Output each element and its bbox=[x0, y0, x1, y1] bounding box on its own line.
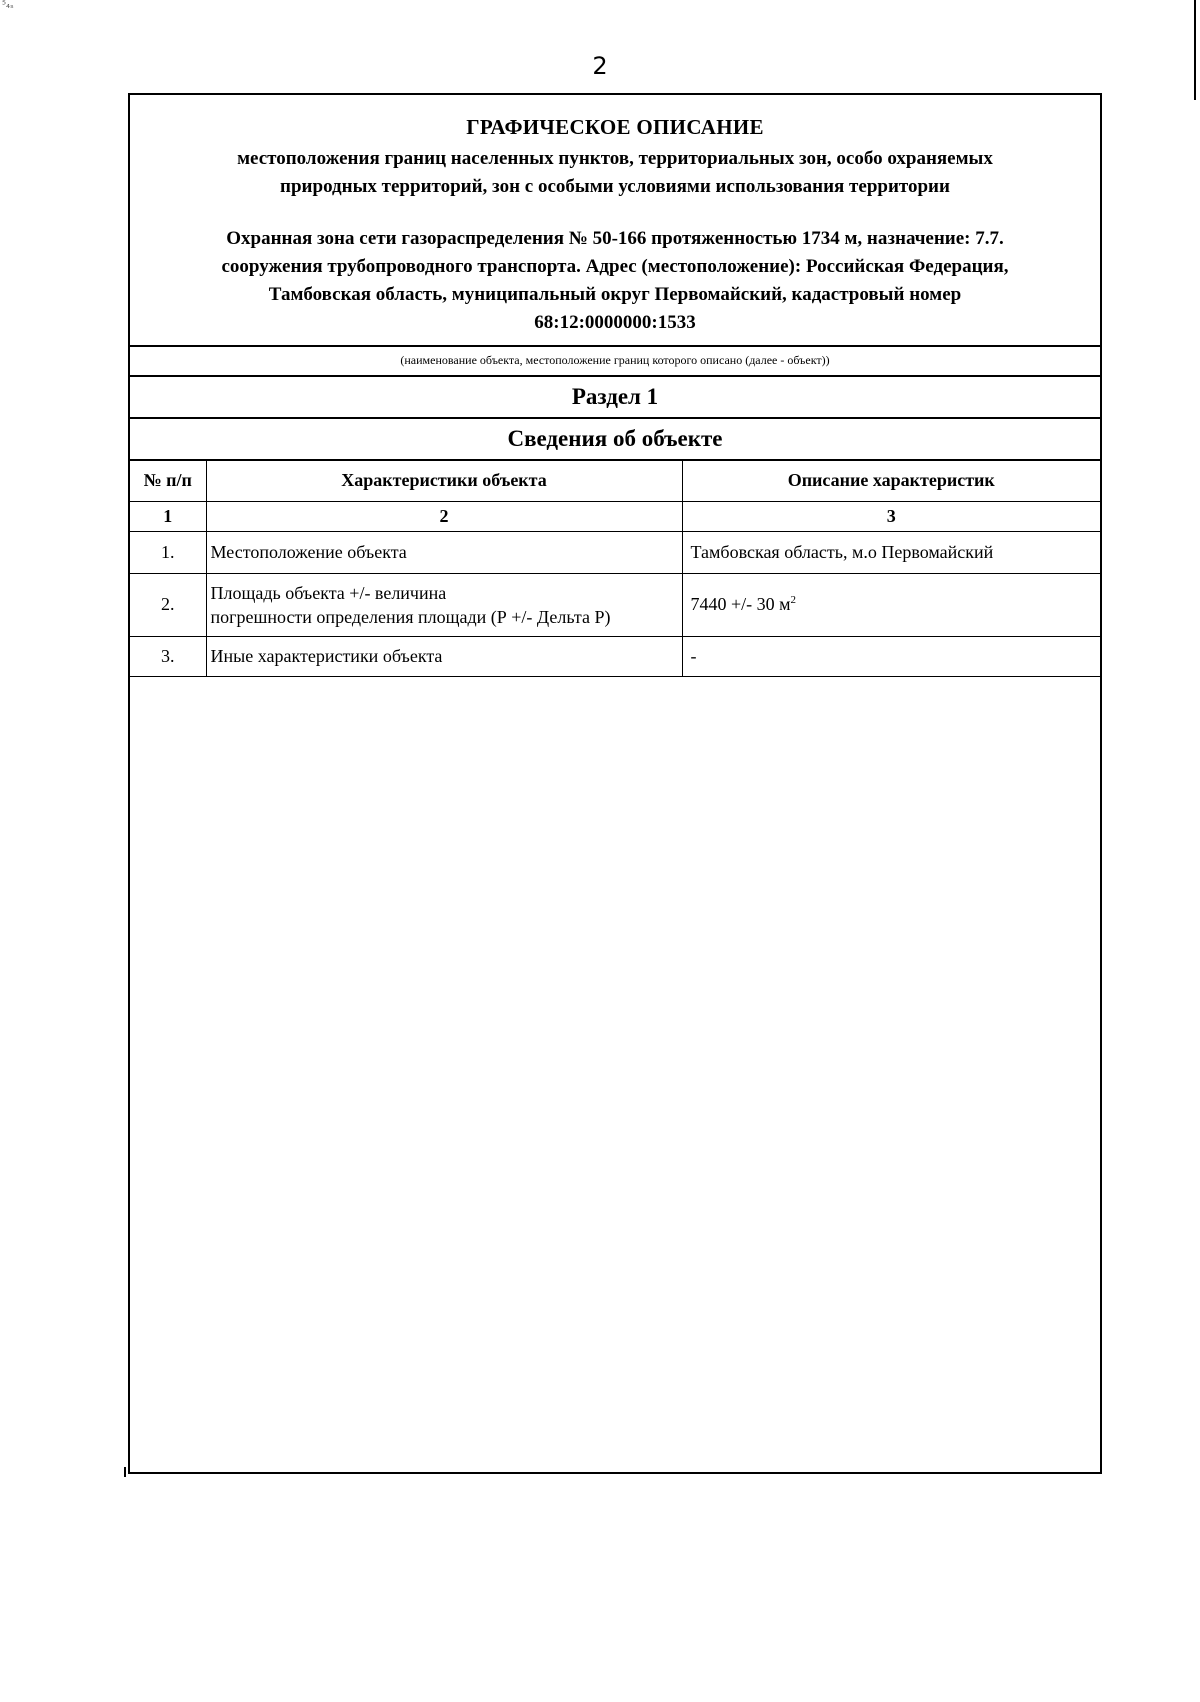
section-label: Раздел 1 bbox=[130, 377, 1100, 419]
column-number-cell: 3 bbox=[682, 501, 1100, 531]
object-name-line: 68:12:0000000:1533 bbox=[534, 312, 696, 333]
document-frame bbox=[128, 93, 1102, 1474]
object-name bbox=[150, 225, 1080, 337]
frame-corner-tick bbox=[124, 1467, 126, 1477]
unit-superscript: 2 bbox=[790, 594, 797, 606]
characteristic-cell bbox=[206, 531, 682, 573]
column-number-cell: 2 bbox=[206, 501, 682, 531]
document-title: ГРАФИЧЕСКОЕ ОПИСАНИЕ bbox=[466, 115, 764, 139]
row-number-cell: 3. bbox=[130, 636, 206, 676]
characteristic-cell bbox=[206, 573, 682, 636]
object-name-line: Тамбовская область, муниципальный округ Первомайский, кадастровый номер bbox=[268, 284, 962, 305]
characteristic-text: Местоположение объекта bbox=[210, 542, 407, 562]
description-cell bbox=[682, 531, 1100, 573]
object-name-line: сооружения трубопроводного транспорта. Адрес (местоположение): Российская Федерация, bbox=[221, 256, 1009, 277]
table-row bbox=[130, 531, 1100, 573]
table-row bbox=[130, 573, 1100, 636]
section-title: Сведения об объекте bbox=[130, 419, 1100, 461]
object-info-table bbox=[130, 461, 1100, 677]
description-text: - bbox=[690, 645, 697, 666]
subtitle-line: местоположения границ населенных пунктов, территориальных зон, особо охраняемых bbox=[237, 148, 993, 169]
table-header-cell: № п/п bbox=[130, 461, 206, 501]
characteristic-text: погрешности определения площади (Р +/- Дельта Р) bbox=[210, 606, 611, 627]
page-number: 2 bbox=[592, 52, 608, 80]
table-row bbox=[130, 636, 1100, 676]
object-caption: (наименование объекта, местоположение границ которого описано (далее - объект)) bbox=[130, 345, 1100, 377]
row-number-cell: 1. bbox=[130, 531, 206, 573]
table-header-cell: Описание характеристик bbox=[682, 461, 1100, 501]
description-text: Тамбовская область, м.о Первомайский bbox=[690, 541, 994, 562]
subtitle-line: природных территорий, зон с особыми условиями использования территории bbox=[280, 176, 950, 197]
scan-mark: ⁵₄ₛ bbox=[2, 0, 14, 11]
description-cell bbox=[682, 573, 1100, 636]
object-name-line: Охранная зона сети газораспределения № 50-166 протяженностью 1734 м, назначение: 7.7. bbox=[226, 228, 1004, 249]
document-subtitle bbox=[150, 145, 1080, 201]
description-cell bbox=[682, 636, 1100, 676]
characteristic-text: Площадь объекта +/- величина bbox=[210, 582, 447, 603]
table-header-row bbox=[130, 461, 1100, 501]
row-number-cell: 2. bbox=[130, 573, 206, 636]
table-header-cell: Характеристики объекта bbox=[206, 461, 682, 501]
description-text: 7440 +/- 30 м bbox=[690, 594, 791, 614]
column-number-cell: 1 bbox=[130, 501, 206, 531]
document-header bbox=[130, 95, 1100, 345]
characteristic-text: Иные характеристики объекта bbox=[210, 646, 443, 666]
characteristic-cell bbox=[206, 636, 682, 676]
table-column-numbers-row bbox=[130, 501, 1100, 531]
scan-edge-line bbox=[1194, 0, 1196, 100]
